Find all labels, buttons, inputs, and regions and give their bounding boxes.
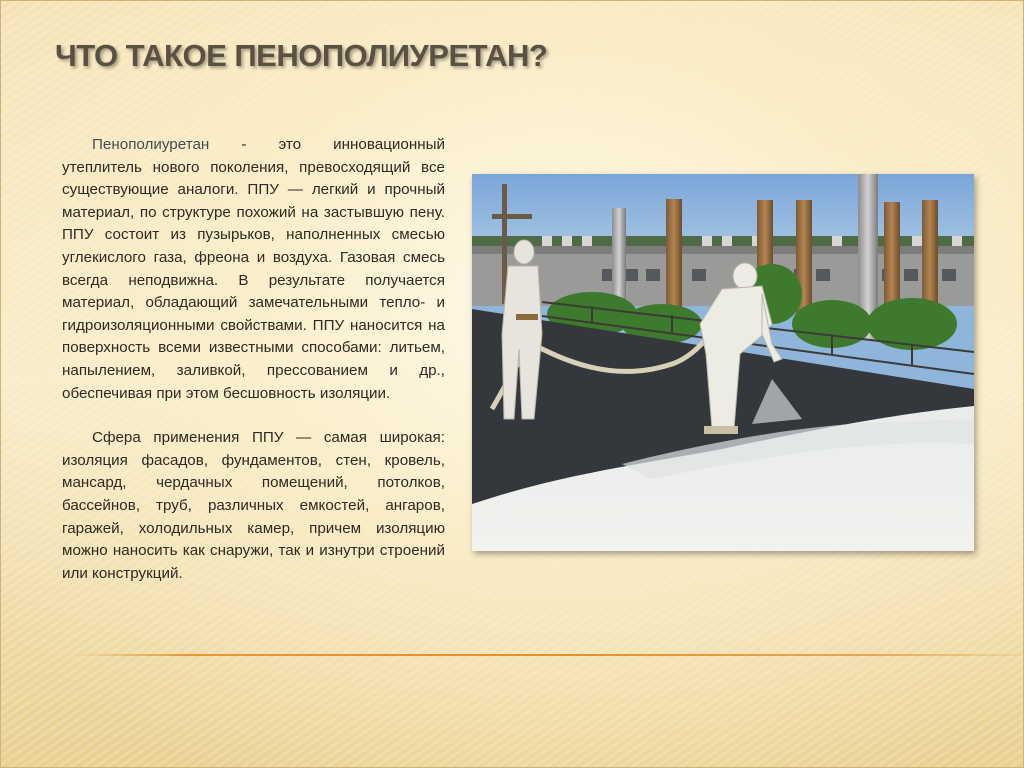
bottom-divider xyxy=(70,654,1020,656)
lead-term: Пенополиуретан xyxy=(92,136,210,153)
definition-text: - это инновационный утеплитель нового поколения, превосходящий все существующие аналоги. ППУ — легкий и прочный материал, по структуре похожий на застывшую пену. ППУ состоит из пузырьков, наполненных смесью углекислого газа, фреона и воздуха. Газовая смесь всегда неподвижна. В результате получается материал, обладающий замечательными тепло- и гидроизоляционными свойствами. ППУ наносится на поверхность всеми известными способами: литьем, напылением, заливкой, прессованием и др., обеспечивая при этом бесшовность изоляции. xyxy=(62,136,445,402)
roof-spraying-photo xyxy=(472,174,974,551)
paragraph-definition xyxy=(62,134,445,405)
paragraph-applications: Сфера применения ППУ — самая широкая: изоляция фасадов, фундаментов, стен, кровель, мансард, чердачных помещений, потолков, бассейнов, труб, различных емкостей, ангаров, гаражей, холодильных камер, причем изоляцию можно наносить как снаружи, так и изнутри строений или конструкций. xyxy=(62,429,445,582)
slide-title: ЧТО ТАКОЕ ПЕНОПОЛИУРЕТАН? xyxy=(55,38,548,73)
body-text xyxy=(62,134,445,585)
